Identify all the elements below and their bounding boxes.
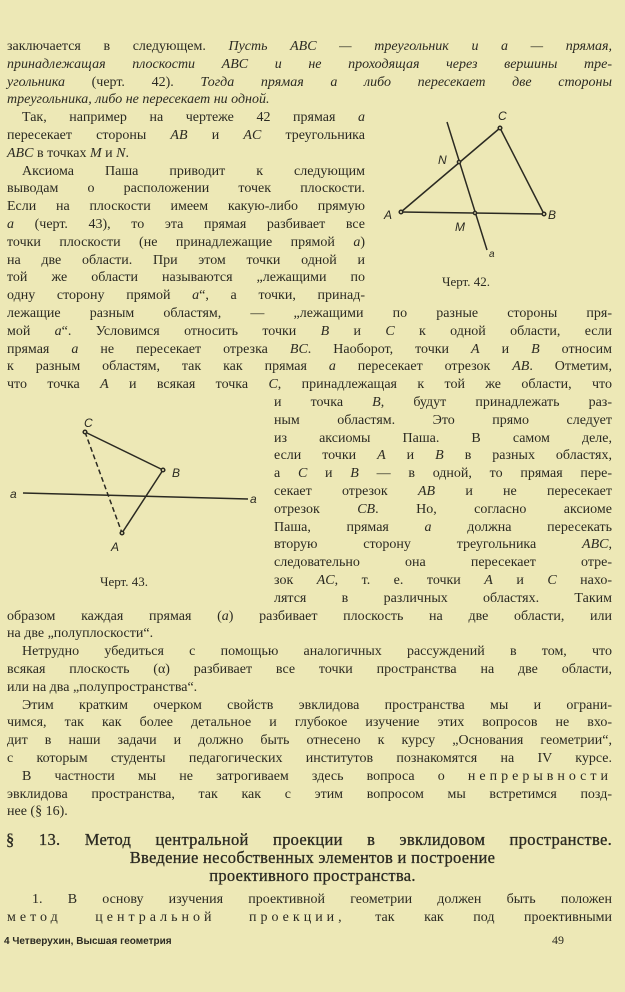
text-segment: . Но, согласно аксиоме [375,501,612,517]
italic-text: a [328,359,336,375]
point-A [120,531,124,535]
label-C: C [84,416,93,430]
text-segment: образом каждая прямая ( [7,608,222,624]
point-B [542,212,546,216]
label-M: M [455,220,465,234]
italic-text: AB [417,484,436,499]
figure-43 [23,430,248,535]
text-segment: той же области называются „лежащими по [7,270,365,286]
italic-text: A [471,341,480,357]
section-heading-line-1: § 13. Метод центральной проекции в эвклидовом пространстве. [6,830,612,849]
text-segment: ) [360,234,365,250]
text-segment: Этим кратким очерком свойств эвклидова пространства мы и ограни- [22,697,612,713]
text-segment: из аксиомы Паша. В самом деле, [274,430,612,446]
italic-text: B [372,395,381,410]
italic-text: CB [357,501,376,517]
italic-text: a [54,323,62,339]
point-B [161,468,165,472]
text-segment: , будут принадлежать раз- [380,395,612,410]
text-segment: . Наоборот, точки [307,341,472,357]
italic-text: B [531,341,540,357]
label-A: A [384,208,393,222]
text-segment: , т. е. точки [334,573,485,588]
text-segment: Так, например на чертеже 42 прямая [22,110,358,126]
text-segment: дит в наши задачи и должно быть отнесено к курсу „Основания геометрии“, [7,733,612,749]
text-segment: лежащие разным областям, — „лежащими по разные стороны пря- [7,306,612,321]
text-segment: и [307,466,351,482]
text-segment: . [125,145,129,161]
point-N [457,160,460,163]
text-segment: отрезок [274,501,358,517]
label-C: C [498,109,507,123]
line-a [447,122,487,250]
segment-AB [401,212,544,214]
italic-text: BC [289,341,308,357]
text-segment: нахо- [556,573,613,588]
point-M [473,211,476,214]
text-segment: пересекает стороны [7,128,171,143]
text-segment: к разным областям, так как прямая [7,359,329,375]
text-segment: на две области. При этом точки одной и [7,252,365,268]
text-segment: и [329,323,386,339]
text-segment: эвклидова пространства, так как с этим вопросом мы встретимся позд- [7,786,612,802]
italic-text: AB [170,128,188,143]
text-segment: Аксиома Паша приводит к следующим [22,163,365,179]
label-a: a [489,249,495,260]
text-segment: секает отрезок [274,484,418,499]
text-segment: В частности мы не затрогиваем здесь вопроса о [22,768,468,784]
figure-42-caption: Черт. 42. [442,274,491,289]
italic-text: AB [512,359,530,375]
text-segment: в точках [33,145,90,161]
text-segment: , принадлежащая к той же области, что [277,377,612,393]
text-segment: , [608,537,612,553]
text-segment: заключается в следующем. [7,39,229,54]
italic-text: A [377,448,386,464]
italic-text: N [116,145,126,161]
italic-text: a [353,234,361,250]
text-segment: ) разбивает плоскость на две области, или [228,608,612,624]
figure-43-caption: Черт. 43. [100,574,149,589]
text-segment: и не пересекает [435,484,613,499]
section-heading-line-3: проективного пространства. [209,866,416,885]
label-B: B [172,466,181,480]
text-segment: ным областям. Это прямо следует [274,412,612,428]
label-a-right: a [250,492,257,506]
label-N: N [438,153,447,167]
text-segment: — в одной, то прямая пере- [358,466,612,482]
text-segment: “. Условимся относить точки [61,323,321,339]
label-a-left: a [10,487,17,501]
text-segment: в разных областях, [443,448,612,464]
segment-CB [500,128,544,214]
label-B: B [548,208,557,222]
italic-text: a [7,217,14,232]
italic-text: ABC [582,537,609,553]
text-segment: и точка [274,395,373,410]
italic-text: угольника [7,74,65,90]
page-number: 49 [552,933,564,947]
text-segment: что точка [7,377,101,393]
line-a [23,493,248,499]
section-heading-line-2: Введение несобственных элементов и построение [129,848,496,867]
text-segment: с которым студенты педагогических институтов познакомятся на IV курсе. [7,751,612,766]
text-segment: и всякая точка [108,377,269,393]
point-A [399,210,403,214]
text-segment: точки плоскости (не принадлежащие прямой [7,234,354,250]
italic-text: AC [316,573,335,588]
italic-text: Пусть ABC — треугольник и a — прямая, [228,39,612,54]
italic-text: B [320,323,330,339]
text-segment: одну сторону прямой [7,288,193,304]
italic-text: треугольника, либо не пересекает ни одной. [7,92,270,108]
text-segment: вторую сторону треугольника [274,537,583,553]
italic-text: принадлежащая плоскости ABC и не проходящая через вершины тре- [7,56,612,72]
spaced-emphasis-text: непрерывности [467,768,612,784]
text-segment: и [187,128,244,143]
text-segment: относим [539,341,612,357]
text-segment: должна пересекать [431,519,612,535]
text-segment: Нетрудно убедиться с помощью аналогичных рассуждений в том, что [22,644,612,660]
text-segment: или на два „полупространства“. [7,679,198,695]
italic-text: C [297,466,308,482]
text-segment: выводам о расположении точек плоскости. [7,181,365,197]
text-segment: и [101,145,117,161]
text-segment: и [479,341,532,357]
text-segment: Если на плоскости имеем какую-либо прямую [7,199,365,215]
text-segment: (черт. 43), то эта прямая разбивает все [14,217,365,232]
italic-text: ABC [7,145,34,161]
italic-text: a [221,608,229,624]
text-segment: следовательно она пересекает отре- [274,555,612,571]
text-segment: “, а точки, принад- [199,288,366,304]
text-segment: всякая плоскость (α) разбивает все точки пространства на две области, [7,662,612,677]
italic-text: a [71,341,79,357]
text-segment: прямая [7,341,72,357]
text-segment: 1. В основу изучения проективной геометрии должен быть положен [32,892,612,907]
italic-text: A [100,377,109,393]
text-segment: лятся в различных областях. Таким [274,590,612,606]
text-segment: нее (§ 16). [7,804,68,820]
text-segment: мой [7,323,55,339]
text-segment: и [492,573,548,588]
italic-text: a [358,110,365,126]
text-segment: Паша, прямая [274,519,425,535]
spaced-emphasis-text: метод центральной проекции, [7,910,346,925]
text-segment: треугольника [261,128,365,143]
text-segment: так как под проективными [345,910,613,925]
italic-text: AC [243,128,262,143]
italic-text: B [350,466,359,482]
italic-text: a [424,519,432,535]
point-C [83,430,87,434]
italic-text: A [484,573,493,588]
italic-text: M [89,145,102,161]
text-segment: (черт. 42). [64,74,201,90]
italic-text: a [192,288,200,304]
footer-signature: 4 Четверухин, Высшая геометрия [4,936,172,947]
text-segment: если точки [274,448,378,464]
italic-text: Тогда прямая a либо пересекает две стороны [200,74,612,90]
text-segment: не пересекает отрезка [78,341,290,357]
point-C [498,126,502,130]
text-segment: пересекает отрезок [335,359,513,375]
segment-BA [122,470,163,533]
italic-text: C [547,573,557,588]
label-A: A [111,540,120,554]
italic-text: C [268,377,278,393]
text-segment: зок [274,573,317,588]
italic-text: B [435,448,444,464]
text-segment: . Отметим, [529,359,612,375]
text-segment: к одной области, если [394,323,612,339]
text-segment: и [385,448,436,464]
text-segment: на две „полуплоскости“. [7,626,154,642]
italic-text: C [385,323,395,339]
text-segment: чимся, так как более детальное и глубокое изучение этих вопросов не вхо- [7,715,612,731]
segment-AC [401,128,500,212]
text-segment: а [274,466,298,482]
